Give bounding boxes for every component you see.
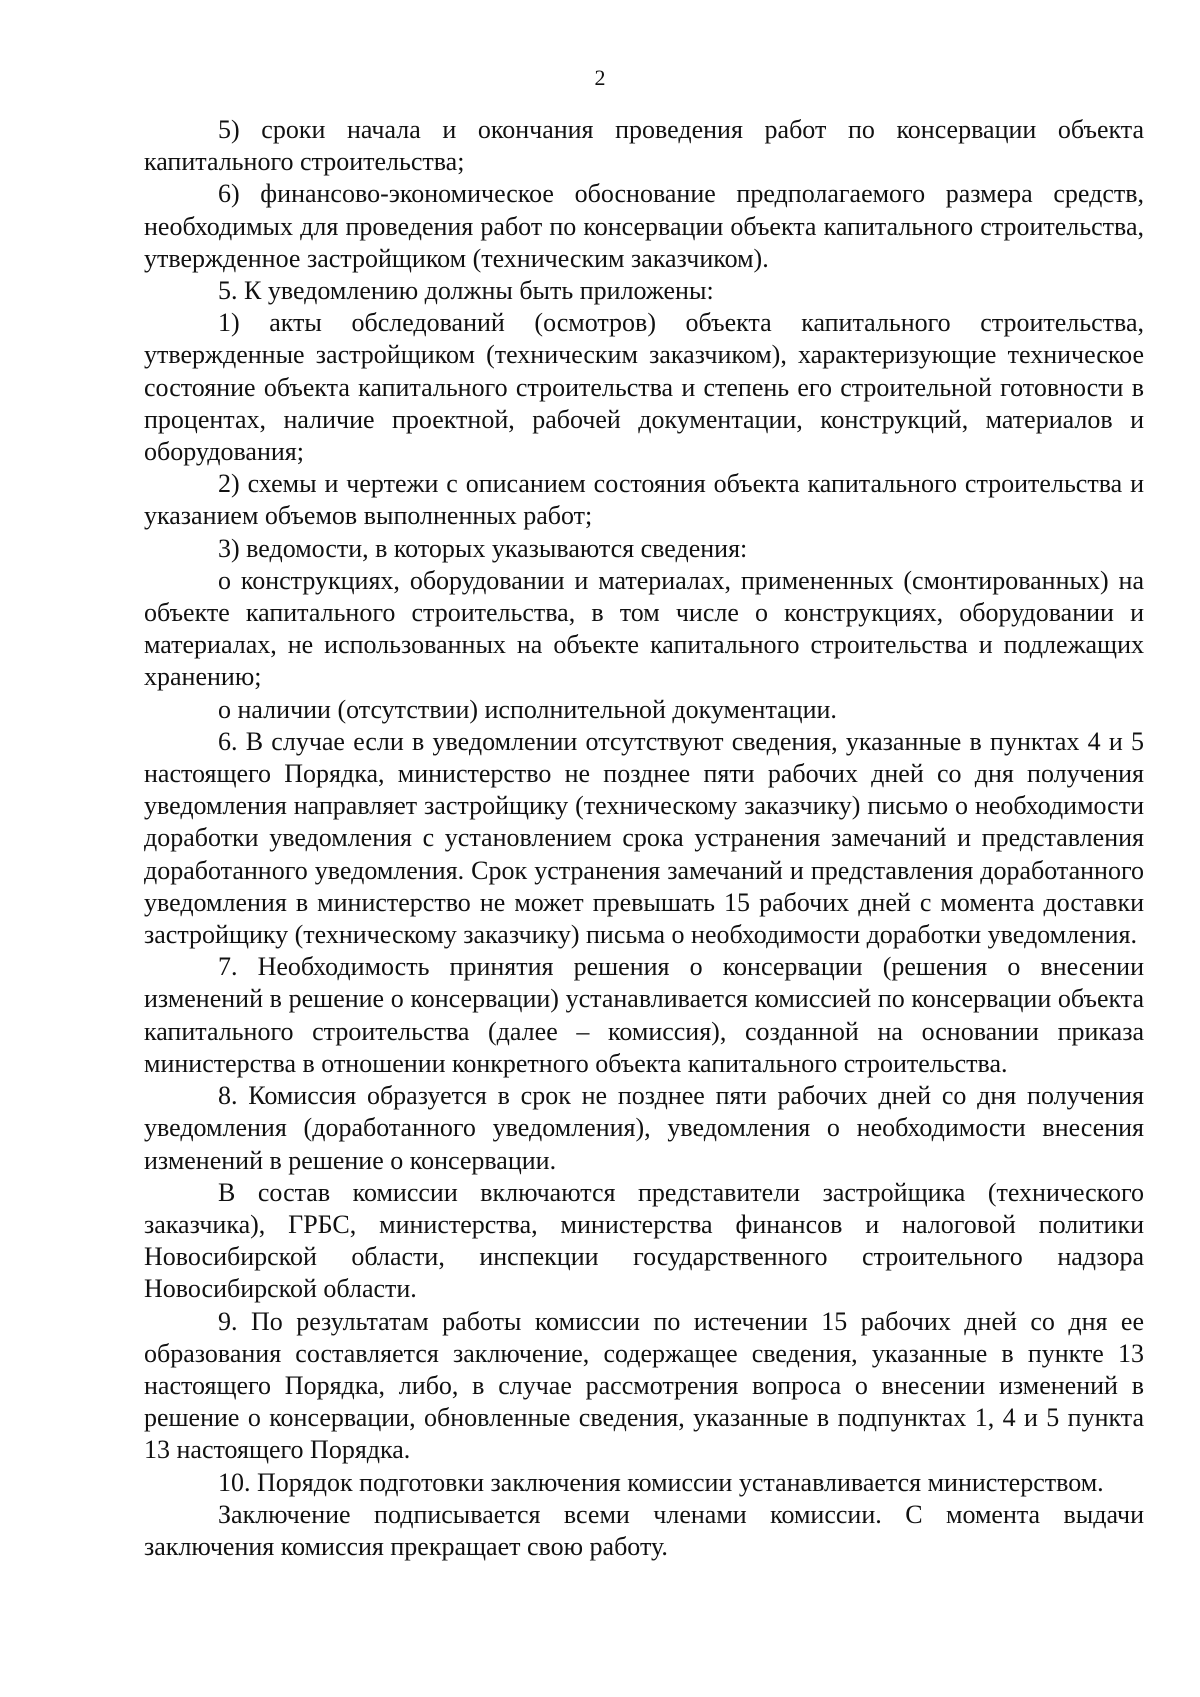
paragraph-section-9: 9. По результатам работы комиссии по истечении 15 рабочих дней со дня ее образования составляется заключение, содержащее сведения, указанные в пункте 13 настоящего Порядка, либо, в случае рассмотрения вопроса о внесении изменений в решение о консервации, обновленные сведения, указанные в подпунктах 1, 4 и 5 пункта 13 настоящего Порядка. [144,1306,1144,1465]
paragraph-attachment-3: 3) ведомости, в которых указываются сведения: [218,533,748,563]
paragraph-attachment-3-a: о конструкциях, оборудовании и материалах, примененных (смонтированных) на объекте капитального строительства, в том числе о конструкциях, оборудовании и материалах, не использованных на объекте капитального строительства и подлежащих хранению; [144,565,1144,692]
paragraph-section-6: 6. В случае если в уведомлении отсутствуют сведения, указанные в пунктах 4 и 5 настоящего Порядка, министерство не позднее пяти рабочих дней со дня получения уведомления направляет застройщику (техническому заказчику) письмо о необходимости доработки уведомления с установлением срока устранения замечаний и представления доработанного уведомления. Срок устранения замечаний и представления доработанного уведомления в министерство не может превышать 15 рабочих дней с момента доставки застройщику (техническому заказчику) письма о необходимости доработки уведомления. [144,726,1144,950]
paragraph-section-10: 10. Порядок подготовки заключения комиссии устанавливается министерством. [218,1467,1104,1497]
document-body [144,114,1144,1563]
page-number: 2 [594,65,606,90]
paragraph-section-5: 5. К уведомлению должны быть приложены: [218,276,714,306]
paragraph-attachment-1: 1) акты обследований (осмотров) объекта капитального строительства, утвержденные застройщиком (техническим заказчиком), характеризующие техническое состояние объекта капитального строительства и степень его строительной готовности в процентах, наличие проектной, рабочей документации, конструкций, материалов и оборудования; [144,308,1144,467]
paragraph-section-10-signing: Заключение подписывается всеми членами комиссии. С момента выдачи заключения комиссия прекращает свою работу. [144,1499,1144,1561]
paragraph-section-7: 7. Необходимость принятия решения о консервации (решения о внесении изменений в решение о консервации) устанавливается комиссией по консервации объекта капитального строительства (далее – комиссия), созданной на основании приказа министерства в отношении конкретного объекта капитального строительства. [144,952,1144,1078]
paragraph-item-6: 6) финансово-экономическое обоснование предполагаемого размера средств, необходимых для проведения работ по консервации объекта капитального строительства, утвержденное застройщиком (техническим заказчиком). [144,179,1144,273]
paragraph-item-5: 5) сроки начала и окончания проведения работ по консервации объекта капитального строительства; [144,115,1144,177]
paragraph-attachment-3-b: о наличии (отсутствии) исполнительной документации. [218,694,837,724]
paragraph-section-8: 8. Комиссия образуется в срок не позднее пяти рабочих дней со дня получения уведомления (доработанного уведомления), уведомления о необходимости внесения изменений в решение о консервации. [144,1081,1144,1175]
paragraph-attachment-2: 2) схемы и чертежи с описанием состояния объекта капитального строительства и указанием объемов выполненных работ; [144,469,1144,531]
paragraph-section-8-composition: В состав комиссии включаются представители застройщика (технического заказчика), ГРБС, министерства, министерства финансов и налоговой политики Новосибирской области, инспекции государственного строительного надзора Новосибирской области. [144,1177,1144,1304]
